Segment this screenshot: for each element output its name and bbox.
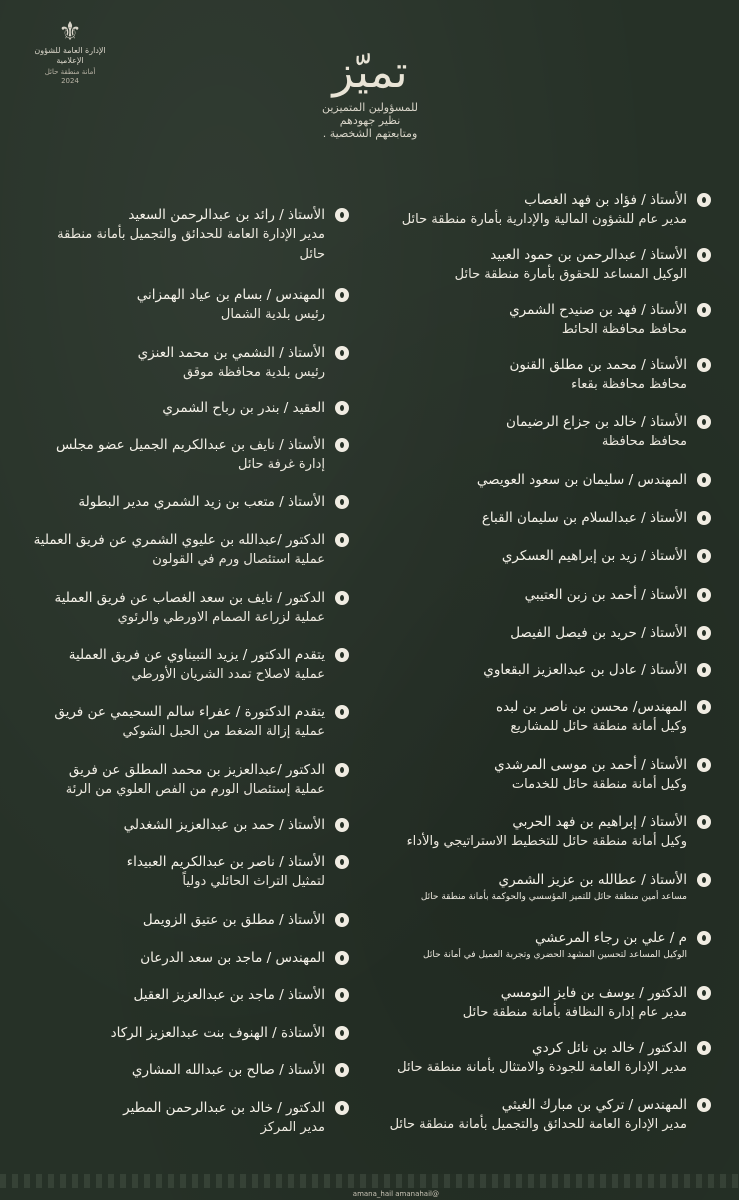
bullet-icon [335,533,349,547]
bullet-icon [335,495,349,509]
bullet-icon [335,818,349,832]
logo-emblem-icon: ⚜ [58,17,82,47]
list-item [381,755,711,795]
list-item [29,285,349,325]
honoree-name: الأستاذ / فؤاد بن فهد الغصاب [524,192,687,208]
honoree-name: المهندس / ماجد بن سعد الدرعان [140,950,325,966]
honoree-name-row [381,546,711,566]
list-item [381,245,711,285]
bullet-icon [697,873,711,887]
honoree-name-row [381,1095,711,1115]
list-item [29,1098,349,1138]
list-item [29,1060,349,1080]
subtitle-line-1: للمسؤولين المتميزين [322,101,418,114]
honoree-title: الوكيل المساعد لتحسين المشهد الحضري وتجربة العميل في أمانة حائل [423,950,687,960]
bullet-icon [697,549,711,563]
honoree-name-row [381,508,711,528]
honoree-name-row [29,435,349,455]
honoree-name-row [381,1038,711,1058]
list-item [381,190,711,230]
honoree-name-row [29,1098,349,1118]
honoree-name: الأستاذ / عادل بن عبدالعزيز البقعاوي [483,662,687,678]
honoree-name: الدكتور /عبدالله بن عليوي الشمري عن فريق العملية [33,532,325,548]
honoree-name: الأستاذ / ناصر بن عبدالكريم العبيداء [126,854,325,870]
bullet-icon [697,303,711,317]
honoree-name: الدكتور / نايف بن سعد الغصاب عن فريق العملية [54,590,325,606]
honoree-name: الأستاذ / مطلق بن عتيق الزويمل [142,912,325,928]
honoree-name-row [381,812,711,832]
honoree-name: المهندس / بسام بن عياد الهمزاني [136,287,325,303]
honoree-name-row [381,245,711,265]
honoree-title: عملية إزالة الضغط من الحبل الشوكي [122,724,325,739]
list-item [29,492,349,512]
bullet-icon [335,438,349,452]
honoree-title: مدير عام للشؤون المالية والإدارية بأمارة منطقة حائل [401,212,687,227]
honoree-name: المهندس / تركي بن مبارك الغيثي [501,1097,687,1113]
honoree-name-row [381,697,711,717]
bullet-icon [335,1063,349,1077]
list-item [381,623,711,643]
bullet-icon [697,663,711,677]
honoree-title: رئيس بلدية محافظة موقق [182,365,325,380]
honoree-name: الدكتور /عبدالعزيز بن محمد المطلق عن فريق [68,762,325,778]
honoree-title: محافظ محافظة الحائط [561,322,687,337]
bullet-icon [335,988,349,1002]
bullet-icon [335,913,349,927]
list-item [381,508,711,528]
honoree-name: الأستاذ / صالح بن عبدالله المشاري [131,1062,325,1078]
honoree-name: الأستاذ / نايف بن عبدالكريم الجميل عضو مجلس [56,437,325,453]
list-item [29,398,349,418]
bullet-icon [335,1101,349,1115]
bullet-icon [335,648,349,662]
list-item [381,983,711,1023]
honoree-title: مدير الإدارة العامة للحدائق والتجميل بأمانة منطقة حائل [57,227,325,262]
footer [0,1160,739,1200]
honoree-name: الأستاذ / محمد بن مطلق القنون [509,357,687,373]
honoree-name: الأستاذ / ماجد بن عبدالعزيز العقيل [133,987,325,1003]
bullet-icon [697,358,711,372]
list-item [29,985,349,1005]
bullet-icon [697,415,711,429]
honoree-title: وكيل أمانة منطقة حائل للخدمات [511,777,687,792]
honoree-name-row [381,190,711,210]
honoree-name: الأستاذ / حمد بن عبدالعزيز الشغدلي [123,817,325,833]
honoree-name-row [29,702,349,722]
honoree-name: يتقدم الدكتورة / عفراء سالم السحيمي عن فريق [54,704,325,720]
honoree-title: وكيل أمانة منطقة حائل للمشاريع [510,719,687,734]
honoree-name: العقيد / بندر بن رباح الشمري [162,400,325,416]
honoree-name: الأستاذ / عبدالرحمن بن حمود العبيد [490,247,687,263]
bullet-icon [697,511,711,525]
honoree-title: وكيل أمانة منطقة حائل للتخطيط الاستراتيجي والأداء [406,834,687,849]
honoree-title: إدارة غرفة حائل [238,457,325,472]
bullet-icon [697,473,711,487]
list-item [29,852,349,892]
honoree-name-row [29,285,349,305]
honoree-name-row [29,588,349,608]
footer-credit: @amana_hail amanahail [352,1190,439,1198]
list-item [29,760,349,800]
page-header [300,45,440,140]
honoree-name: المهندس/ محسن بن ناصر بن لبده [496,699,687,715]
logo-year: 2024 [61,77,79,85]
logo-line-2: أمانة منطقة حائل [44,68,96,76]
bullet-icon [697,700,711,714]
honoree-name: الأستاذ / حريد بن فيصل الفيصل [510,625,687,641]
logo-line-1: الإدارة العامة للشؤون الإعلامية [34,46,106,65]
bullet-icon [335,401,349,415]
honoree-name: الأستاذة / الهنوف بنت عبدالعزيز الركاد [110,1025,325,1041]
honoree-name-row [29,852,349,872]
honoree-name-row [381,355,711,375]
bullet-icon [335,1026,349,1040]
list-item [381,870,711,904]
list-item [381,928,711,962]
honoree-name: الأستاذ / النشمي بن محمد العنزي [137,345,325,361]
honoree-title: مدير الإدارة العامة للجودة والامتثال بأمانة منطقة حائل [397,1060,687,1075]
bullet-icon [335,855,349,869]
list-item [381,470,711,490]
honoree-name-row [29,530,349,550]
list-item [381,1038,711,1078]
honoree-name-row [381,660,711,680]
honoree-name: الأستاذ / أحمد بن زبن العتيبي [524,587,687,603]
honoree-name-row [381,928,711,948]
honoree-name-row [29,205,349,225]
honoree-title: عملية لزراعة الصمام الاورطي والرئوي [117,610,325,625]
bullet-icon [697,986,711,1000]
honoree-name-row [29,1023,349,1043]
honoree-name: المهندس / سليمان بن سعود العويصي [476,472,687,488]
footer-pattern [0,1174,739,1188]
honoree-name-row [381,983,711,1003]
bullet-icon [697,758,711,772]
honoree-name: الأستاذ / عبدالسلام بن سليمان القباع [481,510,687,526]
list-item [29,588,349,628]
list-item [29,435,349,475]
honoree-title: عملية لاصلاح تمدد الشريان الأورطي [131,667,325,682]
bullet-icon [697,1098,711,1112]
honoree-name-row [381,470,711,490]
list-item [381,660,711,680]
honoree-name-row [381,300,711,320]
bullet-icon [335,288,349,302]
honoree-title: عملية استئصال ورم في القولون [152,552,325,567]
honoree-title: مساعد أمين منطقة حائل للتميز المؤسسي والحوكمة بأمانة منطقة حائل [420,892,687,902]
subtitle-line-3: ومتابعتهم الشخصية . [322,127,418,140]
honoree-name-row [381,412,711,432]
list-item [29,530,349,570]
page-title: تميّز [332,47,408,98]
agency-logo [20,18,120,88]
list-item [381,812,711,852]
list-item [29,645,349,685]
honoree-name-row [29,1060,349,1080]
bullet-icon [697,588,711,602]
honoree-title: مدير المركز [260,1120,325,1135]
honoree-name: الأستاذ / إبراهيم بن فهد الحربي [512,814,687,830]
list-item [29,815,349,835]
honoree-name: الأستاذ / متعب بن زيد الشمري مدير البطولة [78,494,325,510]
honoree-title: الوكيل المساعد للحقوق بأمارة منطقة حائل [454,267,687,282]
honoree-name: الدكتور / يوسف بن فايز النومسي [500,985,687,1001]
list-item [381,697,711,737]
bullet-icon [335,951,349,965]
bullet-icon [335,208,349,222]
bullet-icon [697,626,711,640]
honoree-name: الأستاذ / زيد بن إبراهيم العسكري [501,548,687,564]
honoree-name-row [29,343,349,363]
list-item [29,205,349,265]
honoree-name-row [29,948,349,968]
honoree-name: الدكتور / خالد بن عبدالرحمن المطير [123,1100,325,1116]
honoree-name-row [29,398,349,418]
honoree-name-row [29,760,349,780]
honoree-name-row [29,815,349,835]
bullet-icon [697,248,711,262]
list-item [29,1023,349,1043]
honoree-title: محافظ محافظة [601,434,687,449]
bullet-icon [335,763,349,777]
honoree-name: الأستاذ / خالد بن جزاع الرضيمان [506,414,687,430]
honoree-name-row [29,985,349,1005]
honoree-name-row [29,645,349,665]
bullet-icon [697,815,711,829]
list-item [381,300,711,340]
honoree-name-row [29,910,349,930]
bullet-icon [335,705,349,719]
honoree-name-row [29,492,349,512]
bullet-icon [697,1041,711,1055]
honoree-name-row [381,870,711,890]
list-item [29,343,349,383]
honoree-name-row [381,755,711,775]
list-item [29,702,349,742]
list-item [29,948,349,968]
honoree-name: الأستاذ / أحمد بن موسى المرشدي [494,757,687,773]
honoree-name-row [381,585,711,605]
honoree-name: م / علي بن رجاء المرعشي [535,930,687,946]
bullet-icon [697,931,711,945]
list-item [381,546,711,566]
list-item [381,412,711,452]
list-item [381,1095,711,1135]
bullet-icon [697,193,711,207]
honoree-title: مدير الإدارة العامة للحدائق والتجميل بأمانة منطقة حائل [389,1117,687,1132]
bullet-icon [335,346,349,360]
honoree-title: مدير عام إدارة النظافة بأمانة منطقة حائل [462,1005,687,1020]
list-item [29,910,349,930]
honoree-name-row [381,623,711,643]
honoree-name: الأستاذ / رائد بن عبدالرحمن السعيد [128,207,325,223]
bullet-icon [335,591,349,605]
subtitle-line-2: نظير جهودهم [339,114,401,127]
list-item [381,585,711,605]
list-item [381,355,711,395]
honoree-title: لتمثيل التراث الحائلي دولياً [182,874,325,889]
honoree-name: الأستاذ / عطالله بن عزيز الشمري [498,872,687,888]
honoree-name: الدكتور / خالد بن نائل كردي [532,1040,687,1056]
honoree-title: محافظ محافظة بقعاء [571,377,687,392]
honoree-title: رئيس بلدية الشمال [220,307,325,322]
honoree-name: الأستاذ / فهد بن صنيدح الشمري [509,302,687,318]
honoree-name: يتقدم الدكتور / يزيد التبيناوي عن فريق العملية [68,647,325,663]
honoree-title: عملية إستئصال الورم من الفص العلوي من الرئة [65,782,325,797]
